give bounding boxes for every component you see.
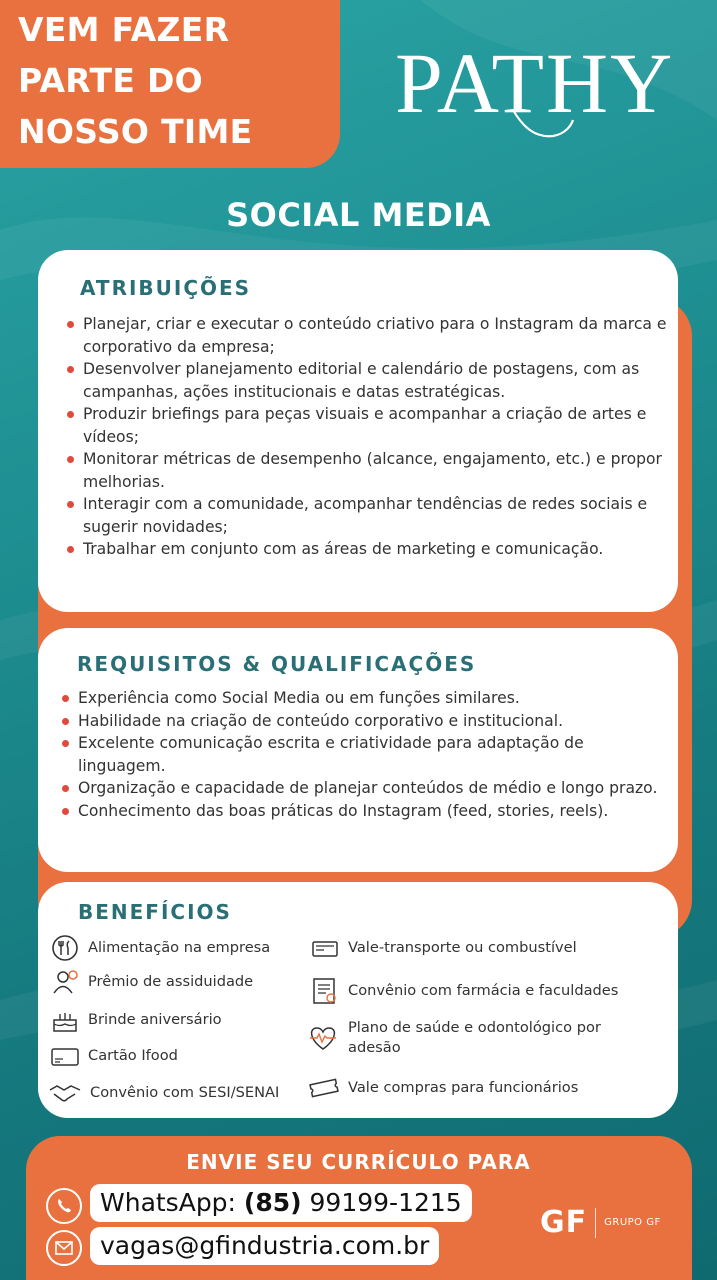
card-icon bbox=[50, 1042, 80, 1070]
benefits-title: BENEFÍCIOS bbox=[78, 900, 232, 924]
svg-text:PATHY: PATHY bbox=[395, 35, 675, 131]
list-item: Interagir com a comunidade, acompanhar tendências de redes sociais e sugerir novidades; bbox=[65, 493, 673, 538]
requirements-list bbox=[60, 687, 660, 822]
whatsapp-number: 99199-1215 bbox=[301, 1188, 462, 1217]
attributions-card bbox=[38, 250, 678, 612]
list-item: Planejar, criar e executar o conteúdo criativo para o Instagram da marca e corporativo da empresa; bbox=[65, 313, 673, 358]
benefit-label: Vale-transporte ou combustível bbox=[348, 939, 577, 956]
benefit-label: Convênio com farmácia e faculdades bbox=[348, 982, 619, 999]
benefit-label: Prêmio de assiduidade bbox=[88, 973, 254, 990]
benefit-item bbox=[310, 976, 618, 1006]
benefit-item bbox=[48, 1080, 279, 1106]
award-person-icon bbox=[50, 968, 80, 996]
benefit-label: Cartão Ifood bbox=[88, 1047, 178, 1064]
whatsapp-icon bbox=[46, 1188, 82, 1224]
pathy-logo bbox=[395, 32, 685, 142]
handshake-icon bbox=[48, 1080, 82, 1106]
list-item: Excelente comunicação escrita e criatividade para adaptação de linguagem. bbox=[60, 732, 660, 777]
list-item: Produzir briefings para peças visuais e acompanhar a criação de artes e vídeos; bbox=[65, 403, 673, 448]
email-address: vagas@gfindustria.com.br bbox=[100, 1231, 430, 1260]
grupo-gf-logo bbox=[540, 1205, 661, 1240]
benefit-item bbox=[308, 1074, 578, 1102]
attributions-list bbox=[65, 313, 673, 561]
cutlery-icon bbox=[50, 934, 80, 962]
email-icon bbox=[46, 1230, 82, 1266]
whatsapp-ddd: (85) bbox=[243, 1188, 302, 1217]
benefit-label: Vale compras para funcionários bbox=[348, 1079, 579, 1096]
attributions-title: ATRIBUIÇÕES bbox=[80, 276, 252, 300]
cta-title: ENVIE SEU CURRÍCULO PARA bbox=[186, 1150, 531, 1174]
benefit-item bbox=[50, 934, 270, 962]
headline: VEM FAZER PARTE DO NOSSO TIME bbox=[18, 10, 253, 151]
role-title: SOCIAL MEDIA bbox=[226, 196, 491, 234]
email-contact[interactable] bbox=[90, 1227, 439, 1265]
whatsapp-contact[interactable] bbox=[90, 1184, 472, 1222]
requirements-title: REQUISITOS & QUALIFICAÇÕES bbox=[77, 652, 477, 676]
list-item: Organização e capacidade de planejar conteúdos de médio e longo prazo. bbox=[60, 777, 660, 800]
whatsapp-label: WhatsApp: bbox=[100, 1188, 244, 1217]
benefit-item bbox=[306, 1018, 646, 1058]
benefits-card bbox=[38, 882, 678, 1118]
benefit-label: Alimentação na empresa bbox=[88, 939, 271, 956]
benefit-label: Convênio com SESI/SENAI bbox=[90, 1084, 280, 1101]
coupon-icon bbox=[308, 1074, 340, 1102]
list-item: Monitorar métricas de desempenho (alcance, engajamento, etc.) e propor melhorias. bbox=[65, 448, 673, 493]
benefit-label: Plano de saúde e odontológico por adesão bbox=[348, 1019, 601, 1056]
benefit-item bbox=[310, 934, 577, 962]
list-item: Trabalhar em conjunto com as áreas de marketing e comunicação. bbox=[65, 538, 673, 561]
benefit-item bbox=[50, 1006, 222, 1034]
list-item: Desenvolver planejamento editorial e calendário de postagens, com as campanhas, ações institucionais e datas estratégicas. bbox=[65, 358, 673, 403]
requirements-card bbox=[38, 628, 678, 872]
list-item: Habilidade na criação de conteúdo corporativo e institucional. bbox=[60, 710, 660, 733]
birthday-cake-icon bbox=[50, 1006, 80, 1034]
benefit-item bbox=[50, 1042, 178, 1070]
list-item: Conhecimento das boas práticas do Instagram (feed, stories, reels). bbox=[60, 800, 660, 823]
gf-text: GRUPO GF bbox=[604, 1217, 661, 1228]
ticket-icon bbox=[310, 934, 340, 962]
gf-divider bbox=[595, 1208, 596, 1238]
document-icon bbox=[310, 976, 340, 1006]
gf-mark: GF bbox=[540, 1205, 588, 1240]
benefit-label: Brinde aniversário bbox=[88, 1011, 222, 1028]
heart-pulse-icon bbox=[306, 1024, 340, 1052]
benefit-item bbox=[50, 968, 253, 996]
list-item: Experiência como Social Media ou em funções similares. bbox=[60, 687, 660, 710]
